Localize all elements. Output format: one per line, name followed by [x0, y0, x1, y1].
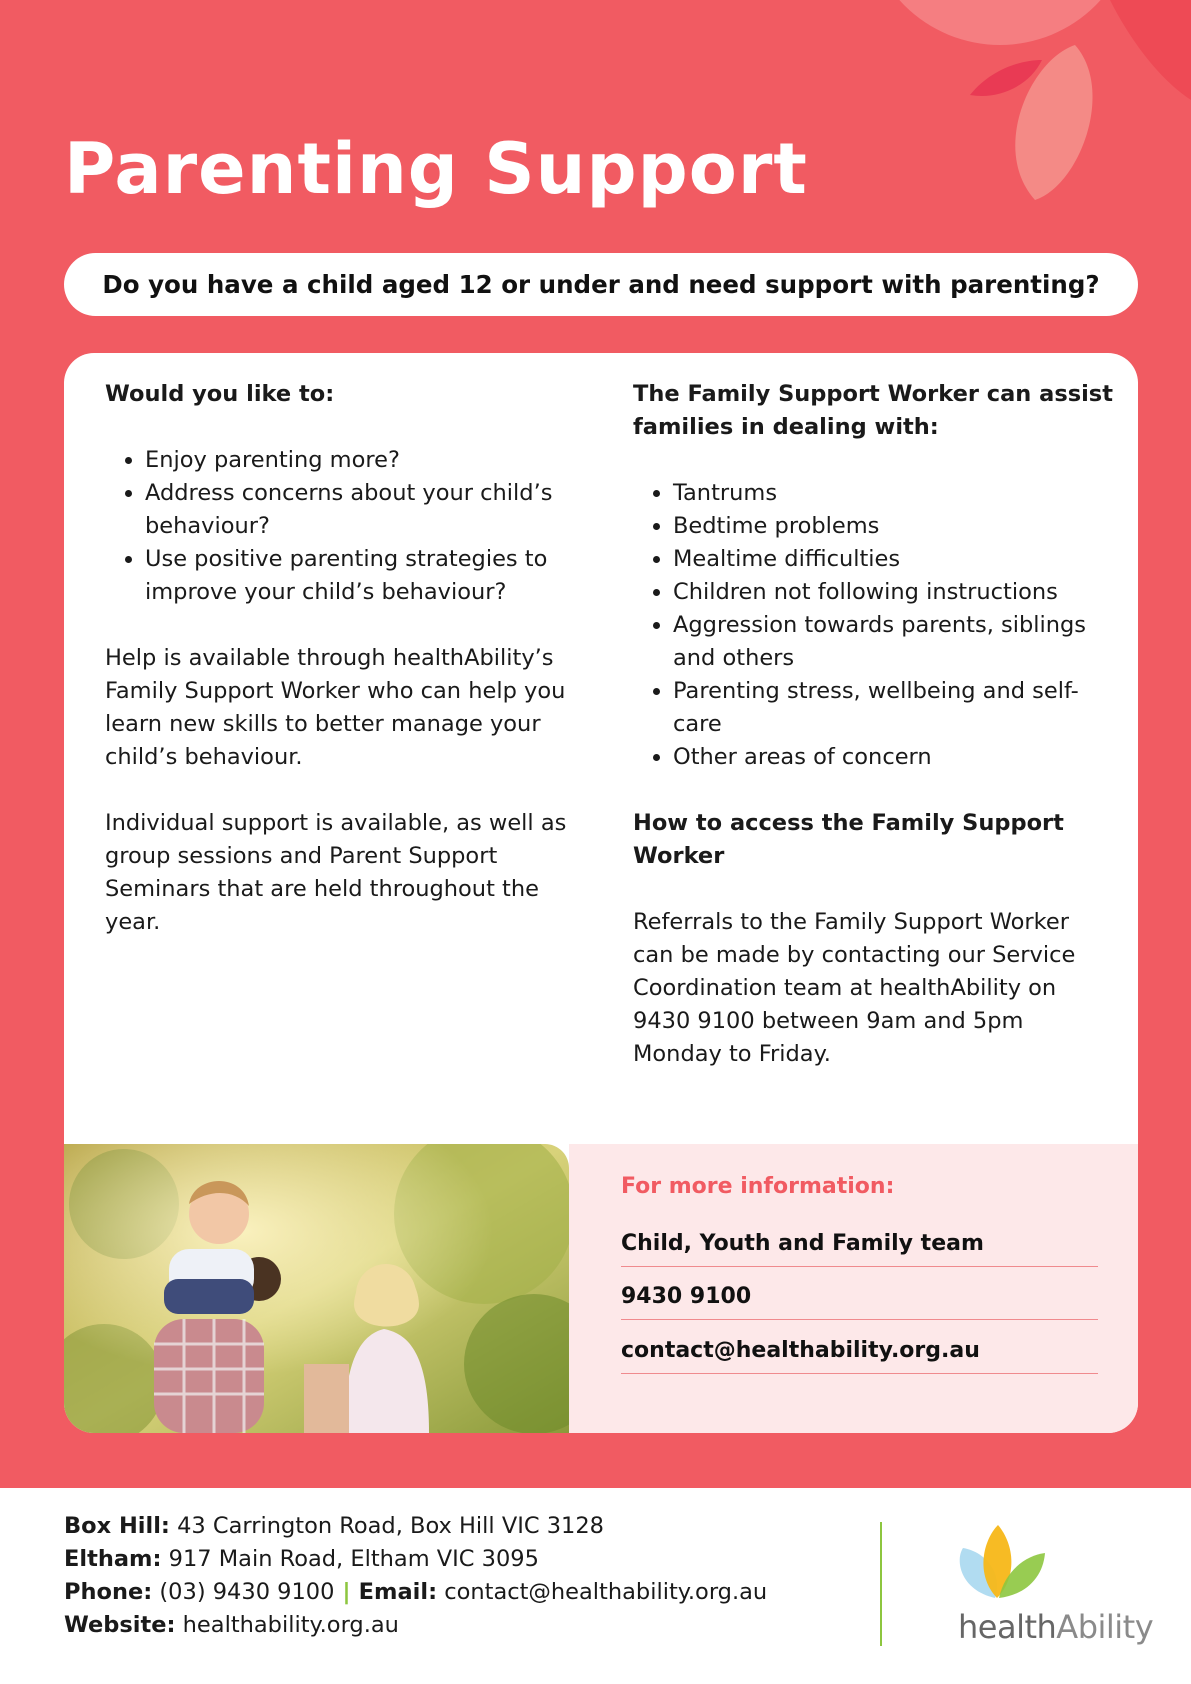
access-heading: How to access the Family Support Worker	[633, 810, 1064, 869]
info-team: Child, Youth and Family team	[621, 1231, 1098, 1267]
logo-text-health: health	[958, 1608, 1057, 1646]
website-label: Website:	[64, 1612, 176, 1638]
footer-divider	[880, 1522, 882, 1646]
boxhill-label: Box Hill:	[64, 1513, 170, 1539]
list-item: • Address concerns about your child’s behaviour?	[145, 477, 575, 543]
right-heading: The Family Support Worker can assist families in dealing with:	[633, 381, 1113, 440]
list-item: • Parenting stress, wellbeing and self-care	[673, 675, 1113, 741]
right-bullet-list	[633, 477, 1113, 774]
email-label: Email:	[358, 1579, 438, 1605]
family-photo	[64, 1144, 569, 1433]
footer-website	[64, 1609, 767, 1642]
boxhill-address: 43 Carrington Road, Box Hill VIC 3128	[177, 1513, 604, 1539]
phone-label: Phone:	[64, 1579, 153, 1605]
info-panel	[569, 1144, 1138, 1433]
left-column	[105, 378, 575, 939]
footer-contact	[64, 1510, 767, 1642]
list-item: • Bedtime problems	[673, 510, 1113, 543]
email-link[interactable]: contact@healthability.org.au	[444, 1579, 768, 1605]
left-heading: Would you like to:	[105, 381, 335, 407]
question-text: Do you have a child aged 12 or under and need support with parenting?	[102, 270, 1100, 299]
website-link[interactable]: healthability.org.au	[182, 1612, 399, 1638]
info-heading: For more information:	[621, 1174, 895, 1199]
info-email[interactable]: contact@healthability.org.au	[621, 1338, 1098, 1374]
footer-boxhill	[64, 1510, 767, 1543]
healthability-logo-text	[958, 1608, 1153, 1646]
left-bullet-list	[105, 444, 575, 609]
list-item: • Use positive parenting strategies to improve your child’s behaviour?	[145, 543, 575, 609]
logo-text-ability: Ability	[1056, 1608, 1154, 1646]
eltham-label: Eltham:	[64, 1546, 162, 1572]
eltham-address: 917 Main Road, Eltham VIC 3095	[168, 1546, 539, 1572]
question-banner	[64, 253, 1138, 316]
list-item: • Enjoy parenting more?	[145, 444, 575, 477]
info-phone[interactable]: 9430 9100	[621, 1284, 1098, 1320]
individual-support-paragraph: Individual support is available, as well as group sessions and Parent Support Seminars that are held throughout the year.	[105, 810, 567, 935]
phone-value[interactable]: (03) 9430 9100	[159, 1579, 335, 1605]
content-card	[64, 353, 1138, 1433]
footer-eltham	[64, 1543, 767, 1576]
access-paragraph: Referrals to the Family Support Worker can be made by contacting our Service Coordination team at healthAbility on 9430 9100 between 9am and 5pm Monday to Friday.	[633, 909, 1076, 1067]
list-item: • Mealtime difficulties	[673, 543, 1113, 576]
separator: |	[342, 1579, 351, 1605]
list-item: • Children not following instructions	[673, 576, 1113, 609]
help-paragraph: Help is available through healthAbility’s Family Support Worker who can help you learn new skills to better manage your child’s behaviour.	[105, 645, 566, 770]
list-item: • Tantrums	[673, 477, 1113, 510]
page-title: Parenting Support	[64, 128, 808, 210]
list-item: • Other areas of concern	[673, 741, 1113, 774]
footer-phone-email	[64, 1576, 767, 1609]
list-item: • Aggression towards parents, siblings and others	[673, 609, 1113, 675]
right-column	[633, 378, 1113, 1071]
